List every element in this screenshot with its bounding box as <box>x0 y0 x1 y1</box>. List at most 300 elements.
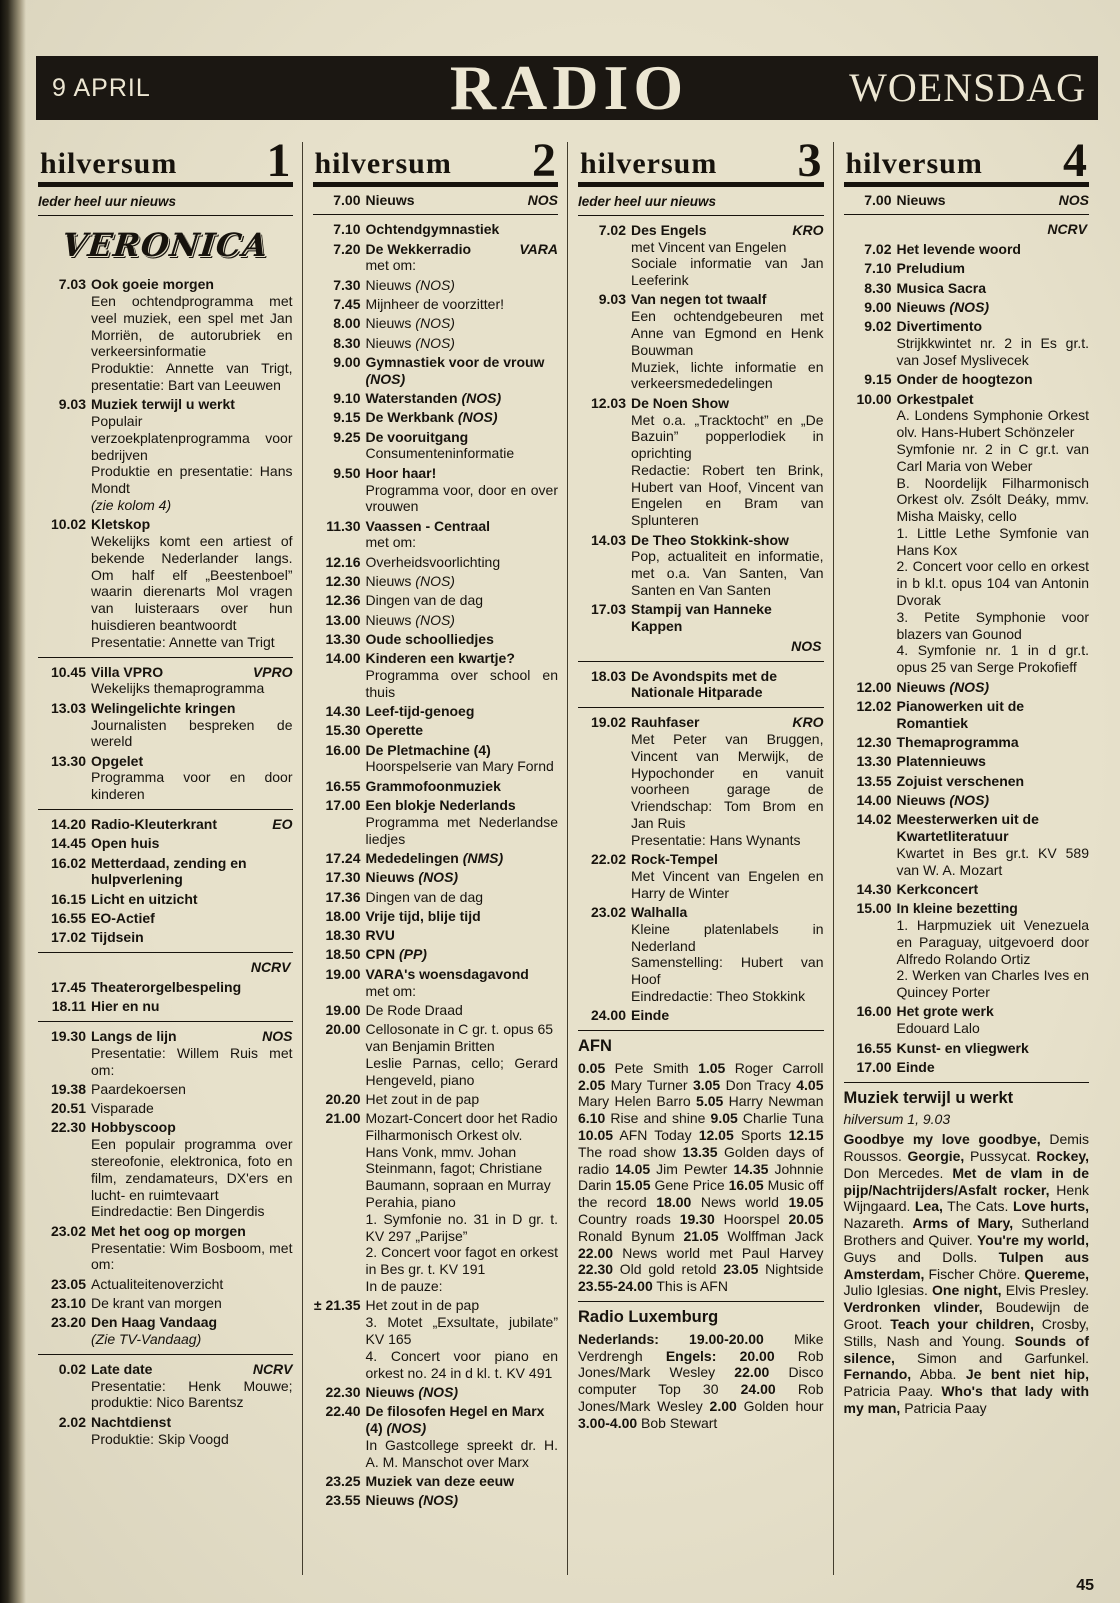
program-description: 2. Concert voor cello en orkest in b kl.t. opus 104 van Antonin Dvorak <box>896 558 1089 609</box>
program-title: Des Engels <box>631 221 707 238</box>
program-entry <box>844 811 1090 878</box>
program-time: 9.25 <box>333 428 361 445</box>
program-time: 17.02 <box>50 929 86 946</box>
program-entry-row <box>313 927 559 944</box>
program-entry-row <box>313 966 559 983</box>
program-time: 14.30 <box>325 703 361 720</box>
program-entry <box>313 778 559 795</box>
extra-section <box>578 1037 824 1295</box>
program-time: 22.40 <box>325 1403 361 1420</box>
program-entry-row <box>844 900 1090 917</box>
program-entry-row <box>313 241 559 258</box>
program-time: 23.02 <box>50 1222 86 1239</box>
program-title: Muziek van deze eeuw <box>365 1472 515 1489</box>
program-entry-row <box>844 734 1090 751</box>
program-entry <box>313 908 559 925</box>
program-entry-row <box>38 835 293 852</box>
program-title: Nieuws (NOS) <box>365 276 455 293</box>
program-description: Populair verzoekplatenprogramma voor bedrijven <box>91 413 293 463</box>
program-time: 16.55 <box>50 910 86 927</box>
program-description: Pop, actualiteit en informatie, met o.a. Van Santen, Van Santen en Van Santen <box>631 548 824 598</box>
program-title: Theaterorgelbespeling <box>91 978 242 995</box>
program-entry-row <box>313 889 559 906</box>
program-description: Edouard Lalo <box>896 1020 980 1037</box>
broadcaster-tag: KRO <box>792 714 824 731</box>
program-title: Orkestpalet <box>896 390 974 407</box>
program-entry <box>313 573 559 590</box>
program-entry-row <box>313 650 559 667</box>
program-entry <box>844 371 1090 388</box>
divider <box>38 1354 293 1355</box>
program-entry <box>38 1295 293 1312</box>
program-entry-row <box>38 1314 293 1331</box>
program-description: In Gastcollege spreekt dr. H. A. M. Manschot over Marx <box>365 1436 558 1470</box>
program-time: 23.10 <box>50 1294 86 1311</box>
program-entry <box>313 703 559 720</box>
program-entry <box>38 1223 293 1273</box>
program-time: 9.15 <box>333 409 361 426</box>
program-title: Hier en nu <box>91 998 160 1015</box>
program-description: Muziek, lichte informatie en verkeersmededelingen <box>631 358 824 392</box>
program-entry-row <box>313 1110 559 1211</box>
program-entry-row <box>38 516 293 533</box>
program-description: (Zie TV-Vandaag) <box>91 1331 202 1348</box>
program-entry <box>844 773 1090 790</box>
program-title: Walhalla <box>631 904 688 921</box>
station-name: hilversum <box>314 146 452 180</box>
program-time: 13.30 <box>325 630 361 647</box>
program-time: 19.38 <box>50 1080 86 1097</box>
station-header <box>38 142 293 187</box>
program-entry <box>844 391 1090 677</box>
page-number: 45 <box>1076 1576 1094 1594</box>
program-entry <box>313 631 559 648</box>
program-title: De krant van morgen <box>91 1294 222 1311</box>
program-entry-row <box>313 722 559 739</box>
program-entry <box>313 241 559 275</box>
divider <box>578 1301 824 1302</box>
program-entry <box>313 429 559 463</box>
program-entry-row <box>313 277 559 294</box>
divider <box>313 214 559 215</box>
program-description: A. Londens Symphonie Orkest olv. Hans-Hubert Schönzeler <box>896 407 1089 441</box>
broadcaster-tag: VARA <box>519 240 558 257</box>
program-time: 22.30 <box>325 1383 361 1400</box>
program-title: Kinderen een kwartje? <box>365 650 515 667</box>
program-entry-row <box>844 698 1090 732</box>
program-entry-row <box>844 260 1090 277</box>
program-description: Programma met Nederlandse liedjes <box>365 813 558 847</box>
program-entry-row <box>313 221 559 238</box>
extra-section <box>844 1089 1090 1417</box>
program-time: 10.00 <box>856 390 892 407</box>
program-entry <box>844 280 1090 297</box>
program-description: 1. Harpmuziek uit Venezuela en Paraguay, uitgevoerd door Alfredo Rolando Ortiz <box>896 916 1089 967</box>
program-entry-row <box>313 850 559 867</box>
program-entry <box>38 855 293 889</box>
program-entry <box>578 395 824 529</box>
program-title: De Rode Draad <box>365 1001 463 1018</box>
program-time: 10.02 <box>50 516 86 533</box>
program-time: 9.50 <box>333 464 361 481</box>
broadcaster-tag: NOS <box>1058 191 1089 208</box>
program-title: Nieuws (NOS) <box>365 572 455 589</box>
program-description: 2. Werken van Charles Ives en Quincey Porter <box>896 967 1089 1001</box>
program-time: 13.00 <box>325 611 361 628</box>
program-entry-row <box>313 869 559 886</box>
program-entry <box>313 1403 559 1470</box>
program-entry-row <box>38 1081 293 1098</box>
program-time: 23.20 <box>50 1314 86 1331</box>
program-entry <box>578 222 824 289</box>
program-entry-row <box>313 631 559 648</box>
program-title: Rauhfaser <box>631 714 700 731</box>
program-entry <box>313 192 559 209</box>
program-title: Einde <box>631 1007 670 1024</box>
program-title: Ochtendgymnastiek <box>365 221 500 238</box>
program-entry-row <box>38 1361 293 1378</box>
program-entry-row <box>844 1040 1090 1057</box>
program-entry-row <box>578 532 824 549</box>
program-entry <box>313 722 559 739</box>
program-time: 15.00 <box>856 900 892 917</box>
program-entry-row <box>313 908 559 925</box>
veronica-logo: VERONICA <box>60 225 271 264</box>
program-entry-row <box>844 753 1090 770</box>
program-description: met om: <box>365 982 417 999</box>
program-title: Einde <box>896 1058 935 1075</box>
program-title: De Werkbank (NOS) <box>365 409 498 426</box>
program-entry <box>844 792 1090 809</box>
program-description: Leslie Parnas, cello; Gerard Hengeveld, piano <box>365 1054 558 1088</box>
program-title: Waterstanden (NOS) <box>365 390 502 407</box>
program-title: Pianowerken uit de Romantiek <box>896 697 1025 731</box>
program-entry <box>578 851 824 901</box>
program-entry-row <box>844 1003 1090 1020</box>
program-time: 9.10 <box>333 390 361 407</box>
program-title: Nieuws (NOS) <box>896 791 990 808</box>
station-name: hilversum <box>845 146 983 180</box>
program-entry-row <box>313 1384 559 1401</box>
program-entry-row <box>844 792 1090 809</box>
program-entry <box>313 465 559 515</box>
section-heading: AFN <box>578 1037 612 1056</box>
program-title: CPN (PP) <box>365 946 427 963</box>
program-title: Mededelingen (NMS) <box>365 849 504 866</box>
program-entry <box>38 979 293 996</box>
program-entry <box>313 409 559 426</box>
program-entry <box>578 532 824 599</box>
program-entry-row <box>844 1059 1090 1076</box>
program-entry-row <box>38 855 293 889</box>
program-title: Dingen van de dag <box>365 888 484 905</box>
divider <box>38 1021 293 1022</box>
program-time: 17.03 <box>590 601 626 618</box>
program-entry <box>38 700 293 750</box>
program-time: 9.00 <box>333 353 361 370</box>
program-entry <box>38 1028 293 1078</box>
program-entry <box>38 835 293 852</box>
broadcaster-tag: NOS <box>262 1028 293 1044</box>
broadcaster-label: NCRV <box>250 959 291 976</box>
program-entry <box>313 650 559 700</box>
radio-masthead: RADIO <box>449 52 689 123</box>
program-title: Open huis <box>91 835 160 852</box>
station-name: hilversum <box>40 146 178 180</box>
program-entry <box>38 516 293 650</box>
program-time: ± 21.35 <box>313 1297 361 1314</box>
program-time: 11.30 <box>326 517 361 534</box>
program-description: 1. Little Lethe Symfonie van Hans Kox <box>896 524 1089 558</box>
program-entry-row <box>38 664 293 681</box>
section-text: 0.05 Pete Smith 1.05 Roger Carroll 2.05 Mary Turner 3.05 Don Tracy 4.05 Mary Helen Barro 5.05 Harry Newman 6.10 Rise and shine 9.05 Charlie Tuna 10.05 AFN Today 12.05 Sports 12.15 The road show 13.35 Golden days of radio 14.05 Jim Pewter 14.35 Johnnie Darin 15.05 Gene Price 16.05 Music off the record 18.00 News world 19.05 Country roads 19.30 Hoorspel 20.05 Ronald Bynum 21.05 Wolffman Jack 22.00 News world met Paul Harvey 22.30 Old gold retold 23.05 Nightside 23.55-24.00 This is AFN <box>578 1059 824 1295</box>
program-title: Hobbyscoop <box>91 1119 176 1136</box>
program-entry <box>313 1492 559 1509</box>
program-title: Oude schoolliedjes <box>365 630 494 647</box>
program-description: Redactie: Robert ten Brink, Hubert van Hoof, Vincent van Engelen en Bram van Splunteren <box>631 461 824 529</box>
program-entry <box>844 260 1090 277</box>
extra-section <box>578 1308 824 1432</box>
broadcaster-tag: NOS <box>527 191 558 208</box>
program-entry-row <box>844 881 1090 898</box>
program-description: Wekelijks komt een artiest of bekende Nederlander langs. Om half elf „Beestenboel” waarin dierenarts Mol vragen van luisteraars over hun huisdieren beantwoordt <box>91 533 293 634</box>
program-entry <box>844 318 1090 368</box>
program-description: Presentatie: Henk Mouwe; produktie: Nico Barentsz <box>91 1377 293 1411</box>
program-entry <box>844 734 1090 751</box>
program-entry <box>313 612 559 629</box>
program-entry <box>313 335 559 352</box>
program-entry <box>313 1021 559 1088</box>
program-entry-row <box>844 299 1090 316</box>
program-title: Nieuws (NOS) <box>365 315 455 332</box>
program-time: 17.24 <box>325 849 361 866</box>
program-time: 23.55 <box>325 1492 361 1509</box>
program-title: Het zout in de pap <box>365 1297 480 1314</box>
program-time: 18.11 <box>51 998 86 1015</box>
program-description: Met o.a. „Tracktocht” en „De Bazuin” popperlodiek in oprichting <box>631 411 824 462</box>
program-entry <box>578 601 824 635</box>
program-time: 8.30 <box>864 279 892 296</box>
program-time: 0.02 <box>58 1360 86 1377</box>
program-title: Paardekoersen <box>91 1080 186 1097</box>
program-title: Een blokje Nederlands <box>365 797 516 814</box>
program-entry <box>38 929 293 946</box>
program-entry <box>313 869 559 886</box>
program-entry <box>38 891 293 908</box>
program-time: 7.10 <box>864 260 892 277</box>
program-title: Nieuws (NOS) <box>896 299 990 316</box>
program-title: Rock-Tempel <box>631 851 718 868</box>
program-title: Kletskop <box>91 516 151 533</box>
hourly-news-note: Ieder heel uur nieuws <box>578 192 824 216</box>
program-entry <box>578 1007 824 1024</box>
program-entry-row <box>844 280 1090 297</box>
program-entry <box>313 518 559 552</box>
program-entry-row <box>844 241 1090 258</box>
program-time: 17.00 <box>325 797 361 814</box>
program-title: Nieuws (NOS) <box>365 611 455 628</box>
section-text: Nederlands: 19.00-20.00 Mike Verdrengh Engels: 20.00 Rob Jones/Mark Wesley 22.00 Disco computer Top 30 24.00 Rob Jones/Mark Wesley 2.00 Golden hour 3.00-4.00 Bob Stewart <box>578 1330 824 1431</box>
program-entry-row <box>313 742 559 759</box>
program-description: Eindredactie: Ben Dingerdis <box>91 1203 265 1220</box>
program-entry-row <box>38 1295 293 1312</box>
program-entry <box>844 900 1090 1001</box>
program-time: 8.00 <box>333 315 361 332</box>
program-entry <box>844 881 1090 898</box>
program-description: 4. Symfonie nr. 1 in d gr.t. opus 25 van Serge Prokofieff <box>896 642 1089 676</box>
station-header <box>313 142 559 187</box>
program-time: 12.36 <box>325 592 361 609</box>
divider <box>38 657 293 658</box>
program-description: 1. Symfonie no. 31 in D gr. t. KV 297 „Parijse” <box>365 1210 558 1244</box>
program-time: 12.02 <box>856 697 892 714</box>
program-title: Cellosonate in C gr. t. opus 65 van Benjamin Britten <box>365 1021 554 1054</box>
program-description: 3. Motet „Exsultate, jubilate” KV 165 <box>365 1314 558 1347</box>
broadcaster-label: NOS <box>791 637 822 654</box>
program-title: Ook goeie morgen <box>91 276 214 293</box>
program-description: Hoorspelserie van Mary Fornd <box>365 758 554 775</box>
section-heading: Muziek terwijl u werkt <box>843 1088 1014 1107</box>
program-entry-row <box>578 668 824 702</box>
divider <box>844 214 1090 215</box>
program-time: 7.02 <box>598 221 626 238</box>
program-title: Nieuws <box>365 191 415 208</box>
station-header <box>578 142 824 187</box>
program-entry-row <box>38 998 293 1015</box>
program-time: 14.00 <box>325 650 361 667</box>
program-title: De Avondspits met de Nationale Hitparade <box>631 667 777 701</box>
program-title: Villa VPRO <box>91 663 164 680</box>
divider <box>38 809 293 810</box>
station-number: 3 <box>797 142 822 187</box>
program-entry-row <box>38 1276 293 1293</box>
program-title: Dingen van de dag <box>365 592 484 609</box>
program-entry-row <box>313 315 559 332</box>
program-entry-row <box>313 612 559 629</box>
program-description: met om: <box>365 257 417 274</box>
program-entry-row <box>313 335 559 352</box>
program-title: Muziek terwijl u werkt <box>91 396 235 413</box>
program-entry <box>38 1119 293 1220</box>
program-time: 7.00 <box>864 191 892 208</box>
program-description: 2. Concert voor fagot en orkest in Bes gr. t. KV 191 <box>365 1244 558 1278</box>
program-entry <box>313 797 559 847</box>
program-time: 16.55 <box>325 777 361 794</box>
program-title: Operette <box>365 722 424 739</box>
broadcaster-tag: EO <box>272 816 293 833</box>
program-entry-row <box>844 371 1090 388</box>
program-time: 18.00 <box>325 907 361 924</box>
program-title: Het zout in de pap <box>365 1090 480 1107</box>
program-entry-row <box>578 601 824 635</box>
program-entry <box>844 679 1090 696</box>
program-time: 13.30 <box>50 752 86 769</box>
program-title: De vooruitgang <box>365 428 469 445</box>
program-title: Nieuws (NOS) <box>365 334 455 351</box>
program-title: De Wekkerradio <box>365 240 472 257</box>
program-entry-row <box>313 465 559 482</box>
station-column-2 <box>302 142 568 1575</box>
program-entry <box>313 966 559 1000</box>
program-time: 14.03 <box>590 531 626 548</box>
program-entry <box>578 714 824 848</box>
station-column-3 <box>567 142 833 1575</box>
program-description: Wekelijks themaprogramma <box>91 680 265 697</box>
program-title: Met het oog op morgen <box>91 1222 246 1239</box>
program-time: 24.00 <box>590 1007 626 1024</box>
program-description: Kwartet in Bes gr.t. KV 589 van W. A. Mozart <box>896 844 1089 878</box>
program-entry <box>313 296 559 313</box>
program-description: Strijkkwintet nr. 2 in Es gr.t. van Josef Myslivecek <box>896 335 1089 368</box>
program-title: Late date <box>91 1360 153 1377</box>
program-time: 12.30 <box>856 733 892 750</box>
program-title: Nieuws (NOS) <box>365 869 459 886</box>
program-entry <box>313 554 559 571</box>
section-subheading: hilversum 1, 9.03 <box>843 1111 951 1128</box>
program-entry-row <box>844 391 1090 408</box>
program-entry <box>313 1002 559 1019</box>
program-entry <box>38 910 293 927</box>
program-entry-row <box>313 1297 559 1314</box>
program-title: Opgelet <box>91 752 144 769</box>
program-title: Het levende woord <box>896 241 1021 258</box>
program-description: Een ochtendprogramma met veel muziek, een spel met Jan Morriën, de autorubriek en verkeersinformatie <box>91 292 293 360</box>
program-entry-row <box>578 1007 824 1024</box>
program-description: Presentatie: Hans Wynants <box>631 831 801 848</box>
program-entry-row <box>313 429 559 446</box>
program-time: 19.00 <box>325 965 361 982</box>
program-time: 7.20 <box>333 240 361 257</box>
program-entry-row <box>38 891 293 908</box>
broadcaster-tag: NCRV <box>252 1360 293 1377</box>
program-time: 7.45 <box>333 296 361 313</box>
program-time: 23.02 <box>590 904 626 921</box>
program-title: Nachtdienst <box>91 1413 172 1430</box>
program-description: B. Noordelijk Filharmonisch Orkest olv. Zsólt Deáky, mmv. Misha Maisky, cello <box>896 474 1089 525</box>
issue-date: 9 APRIL <box>52 74 151 102</box>
program-entry <box>38 1276 293 1293</box>
program-time: 19.00 <box>325 1001 361 1018</box>
program-title: Nieuws (NOS) <box>896 678 990 695</box>
program-entry-row <box>38 979 293 996</box>
program-time: 14.02 <box>856 811 892 828</box>
program-entry <box>38 276 293 394</box>
program-description: Programma over school en thuis <box>365 666 558 700</box>
program-time: 16.15 <box>50 890 86 907</box>
program-entry-row <box>313 573 559 590</box>
program-title: Actualiteitenoverzicht <box>91 1275 224 1292</box>
program-title: Zojuist verschenen <box>896 772 1025 789</box>
program-time: 9.03 <box>598 291 626 308</box>
program-time: 20.00 <box>325 1021 361 1038</box>
station-number: 4 <box>1063 142 1087 187</box>
program-title: Het grote werk <box>896 1003 994 1020</box>
program-entry <box>313 390 559 407</box>
program-time: 14.45 <box>50 835 86 852</box>
program-time: 22.30 <box>50 1119 86 1136</box>
program-entry-row <box>38 700 293 717</box>
program-title: Nieuws (NOS) <box>365 1383 459 1400</box>
program-time: 18.50 <box>325 946 361 963</box>
program-title: Radio-Kleuterkrant <box>91 816 218 833</box>
program-entry-row <box>313 554 559 571</box>
broadcaster-tag: VPRO <box>252 663 293 680</box>
station-number: 1 <box>266 142 291 187</box>
program-time: 2.02 <box>58 1413 86 1430</box>
page-binding-edge <box>0 0 26 1603</box>
program-description: Produktie: Annette van Trigt, presentatie: Bart van Leeuwen <box>91 360 293 393</box>
program-time: 22.02 <box>590 851 626 868</box>
